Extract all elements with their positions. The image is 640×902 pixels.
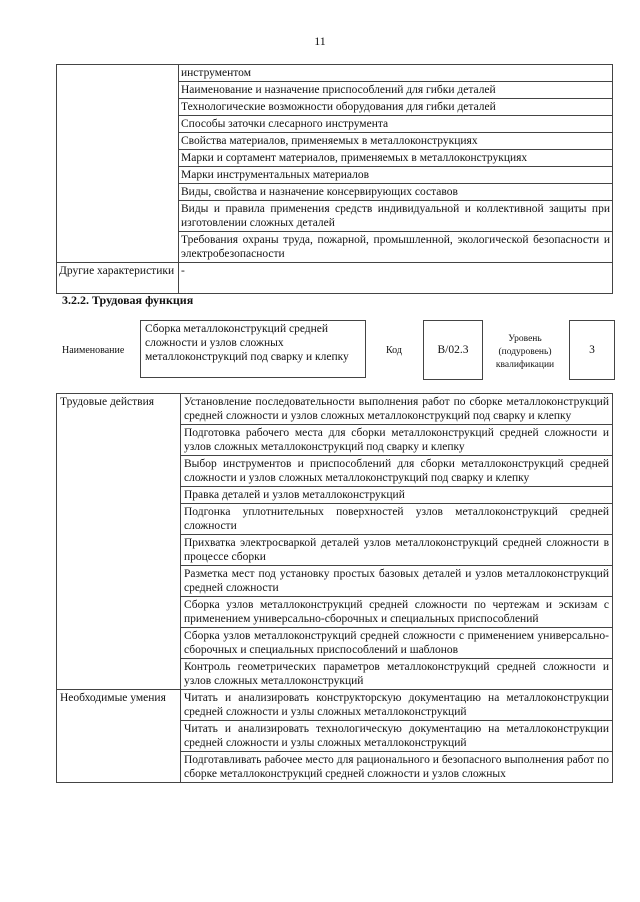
knowledge-item: Требования охраны труда, пожарной, промышленной, экологической безопасности и электробезопасности	[179, 232, 613, 263]
labor-action-item: Подготовка рабочего места для сборки металлоконструкций средней сложности и узлов сложных металлоконструкций под сварку и клепку	[181, 425, 613, 456]
function-name: Сборка металлоконструкций средней сложности и узлов сложных металлоконструкций под сварку и клепку	[140, 320, 366, 378]
labor-action-item: Сборка узлов металлоконструкций средней сложности по чертежам и эскизам с применением универсально-сборочных и специальных приспособлений	[181, 597, 613, 628]
labor-action-item: Разметка мест под установку простых базовых деталей и узлов металлоконструкций средней сложности	[181, 566, 613, 597]
skill-item: Читать и анализировать технологическую документацию на металлоконструкции средней сложности и узлы сложных металлоконструкций	[181, 721, 613, 752]
skill-item: Читать и анализировать конструкторскую документацию на металлоконструкции средней сложности и узлы сложных металлоконструкций	[181, 690, 613, 721]
knowledge-item: Виды и правила применения средств индивидуальной и коллективной защиты при изготовлении сложных деталей	[179, 201, 613, 232]
skills-label: Необходимые умения	[57, 690, 181, 783]
knowledge-item: Марки и сортамент материалов, применяемых в металлоконструкциях	[179, 150, 613, 167]
section-heading: 3.2.2. Трудовая функция	[62, 293, 194, 307]
name-label: Наименование	[62, 345, 125, 356]
page-number: 11	[314, 34, 326, 48]
code-label: Код	[386, 345, 402, 356]
knowledge-item: Наименование и назначение приспособлений для гибки деталей	[179, 82, 613, 99]
labor-action-item: Установление последовательности выполнения работ по сборке металлоконструкций средней сложности и узлов сложных металлоконструкций под сварку и клепку	[181, 394, 613, 425]
labor-actions-label: Трудовые действия	[57, 394, 181, 690]
level-label: Уровень (подуровень) квалификации	[495, 334, 555, 370]
function-code: B/02.3	[423, 320, 483, 380]
skill-item: Подготавливать рабочее место для рационального и безопасного выполнения работ по сборке металлоконструкций средней сложности и узлов сложных	[181, 752, 613, 783]
labor-action-item: Прихватка электросваркой деталей узлов металлоконструкций средней сложности в процессе сборки	[181, 535, 613, 566]
knowledge-item: Виды, свойства и назначение консервирующих составов	[179, 184, 613, 201]
knowledge-item: Способы заточки слесарного инструмента	[179, 116, 613, 133]
other-characteristics-label: Другие характеристики	[57, 263, 179, 294]
level-value: 3	[569, 320, 615, 380]
knowledge-item: Свойства материалов, применяемых в металлоконструкциях	[179, 133, 613, 150]
other-characteristics-value: -	[179, 263, 613, 294]
knowledge-item: инструментом	[179, 65, 613, 82]
knowledge-table	[56, 64, 613, 294]
labor-action-item: Сборка узлов металлоконструкций средней сложности с применением универсально-сборочных и специальных приспособлений и шаблонов	[181, 628, 613, 659]
labor-action-item: Выбор инструментов и приспособлений для сборки металлоконструкций средней сложности и узлов сложных металлоконструкций под сварку и клепку	[181, 456, 613, 487]
knowledge-item: Марки инструментальных материалов	[179, 167, 613, 184]
labor-action-item: Правка деталей и узлов металлоконструкций	[181, 487, 613, 504]
knowledge-item: Технологические возможности оборудования для гибки деталей	[179, 99, 613, 116]
empty-label-cell	[57, 65, 179, 263]
labor-action-item: Контроль геометрических параметров металлоконструкций средней сложности и узлов сложных металлоконструкций	[181, 659, 613, 690]
labor-action-item: Подгонка уплотнительных поверхностей узлов металлоконструкций средней сложности	[181, 504, 613, 535]
labor-table	[56, 393, 613, 783]
